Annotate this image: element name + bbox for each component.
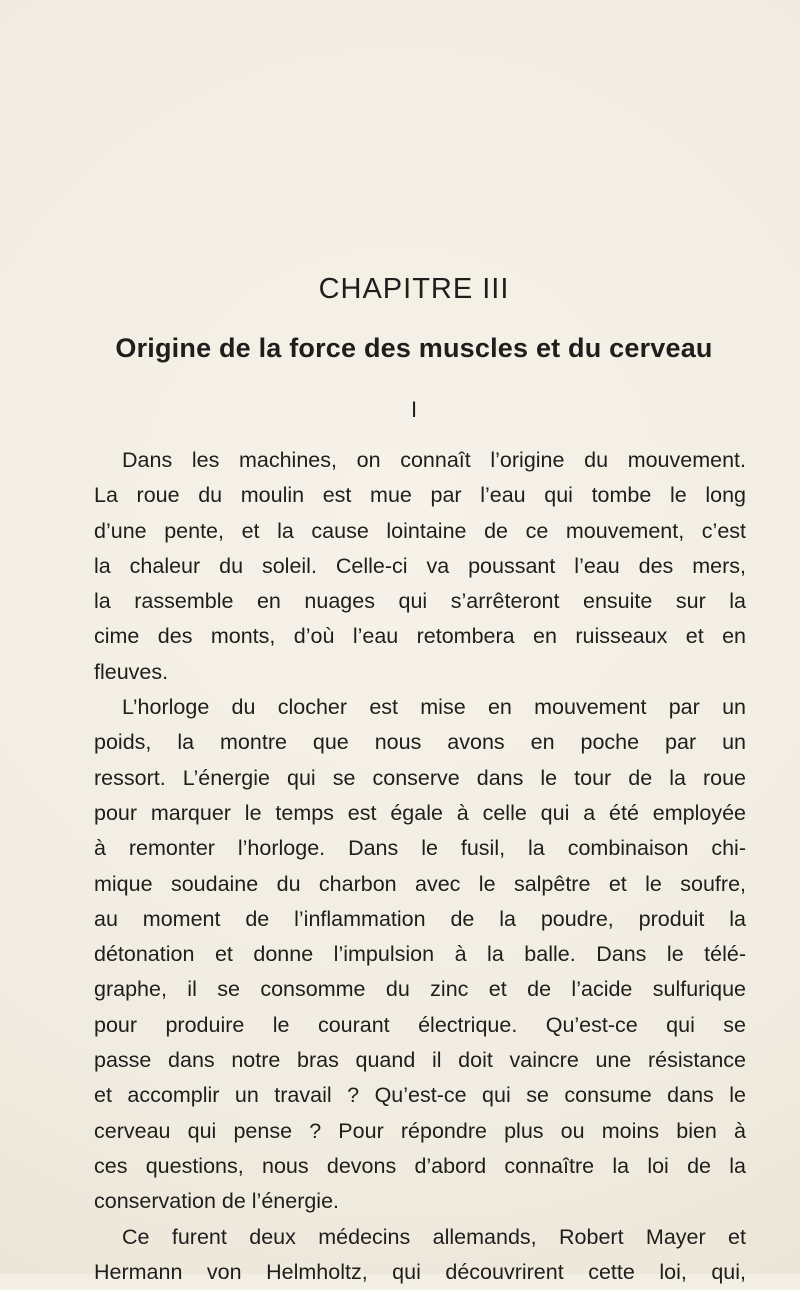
text-line: à remonter l’horloge. Dans le fusil, la combinaison chi- <box>94 836 746 861</box>
text-line: détonation et donne l’impulsion à la balle. Dans le télé- <box>94 942 746 967</box>
chapter-heading: CHAPITRE III <box>318 273 510 305</box>
chapter-title: Origine de la force des muscles et du cerveau <box>115 333 713 363</box>
text-line: mique soudaine du charbon avec le salpêtre et le soufre, <box>94 871 746 896</box>
text-line: fleuves. <box>94 659 169 684</box>
text-line: ces questions, nous devons d’abord connaître la loi de la <box>94 1153 746 1178</box>
text-line: La roue du moulin est mue par l’eau qui tombe le long <box>94 483 746 508</box>
text-line: au moment de l’inflammation de la poudre, produit la <box>94 906 746 931</box>
text-line: ressort. L’énergie qui se conserve dans le tour de la roue <box>94 765 746 790</box>
text-line: L’horloge du clocher est mise en mouvement par un <box>122 695 746 720</box>
text-line: Hermann von Helmholtz, qui découvrirent cette loi, qui, <box>94 1259 746 1284</box>
text-line: Ce furent deux médecins allemands, Robert Mayer et <box>122 1224 746 1249</box>
text-line: Dans les machines, on connaît l’origine du mouvement. <box>122 448 746 472</box>
text-line: conservation de l’énergie. <box>94 1189 340 1214</box>
text-line: poids, la montre que nous avons en poche par un <box>94 730 746 755</box>
text-line: la chaleur du soleil. Celle-ci va poussant l’eau des mers, <box>94 553 746 578</box>
text-line: cime des monts, d’où l’eau retombera en ruisseaux et en <box>94 624 746 649</box>
text-line: cerveau qui pense ? Pour répondre plus ou moins bien à <box>94 1118 746 1143</box>
text-line: la rassemble en nuages qui s’arrêteront ensuite sur la <box>94 589 746 614</box>
text-line: passe dans notre bras quand il doit vaincre une résistance <box>94 1048 746 1073</box>
text-line: et accomplir un travail ? Qu’est-ce qui se consume dans le <box>94 1083 746 1108</box>
text-line: graphe, il se consomme du zinc et de l’acide sulfurique <box>94 977 746 1002</box>
text-line: pour marquer le temps est égale à celle qui a été employée <box>94 800 746 825</box>
text-line: pour produire le courant électrique. Qu’est-ce qui se <box>94 1012 746 1037</box>
section-number: I <box>410 397 418 422</box>
body-text <box>94 443 746 1290</box>
text-line: d’une pente, et la cause lointaine de ce mouvement, c’est <box>94 518 746 543</box>
